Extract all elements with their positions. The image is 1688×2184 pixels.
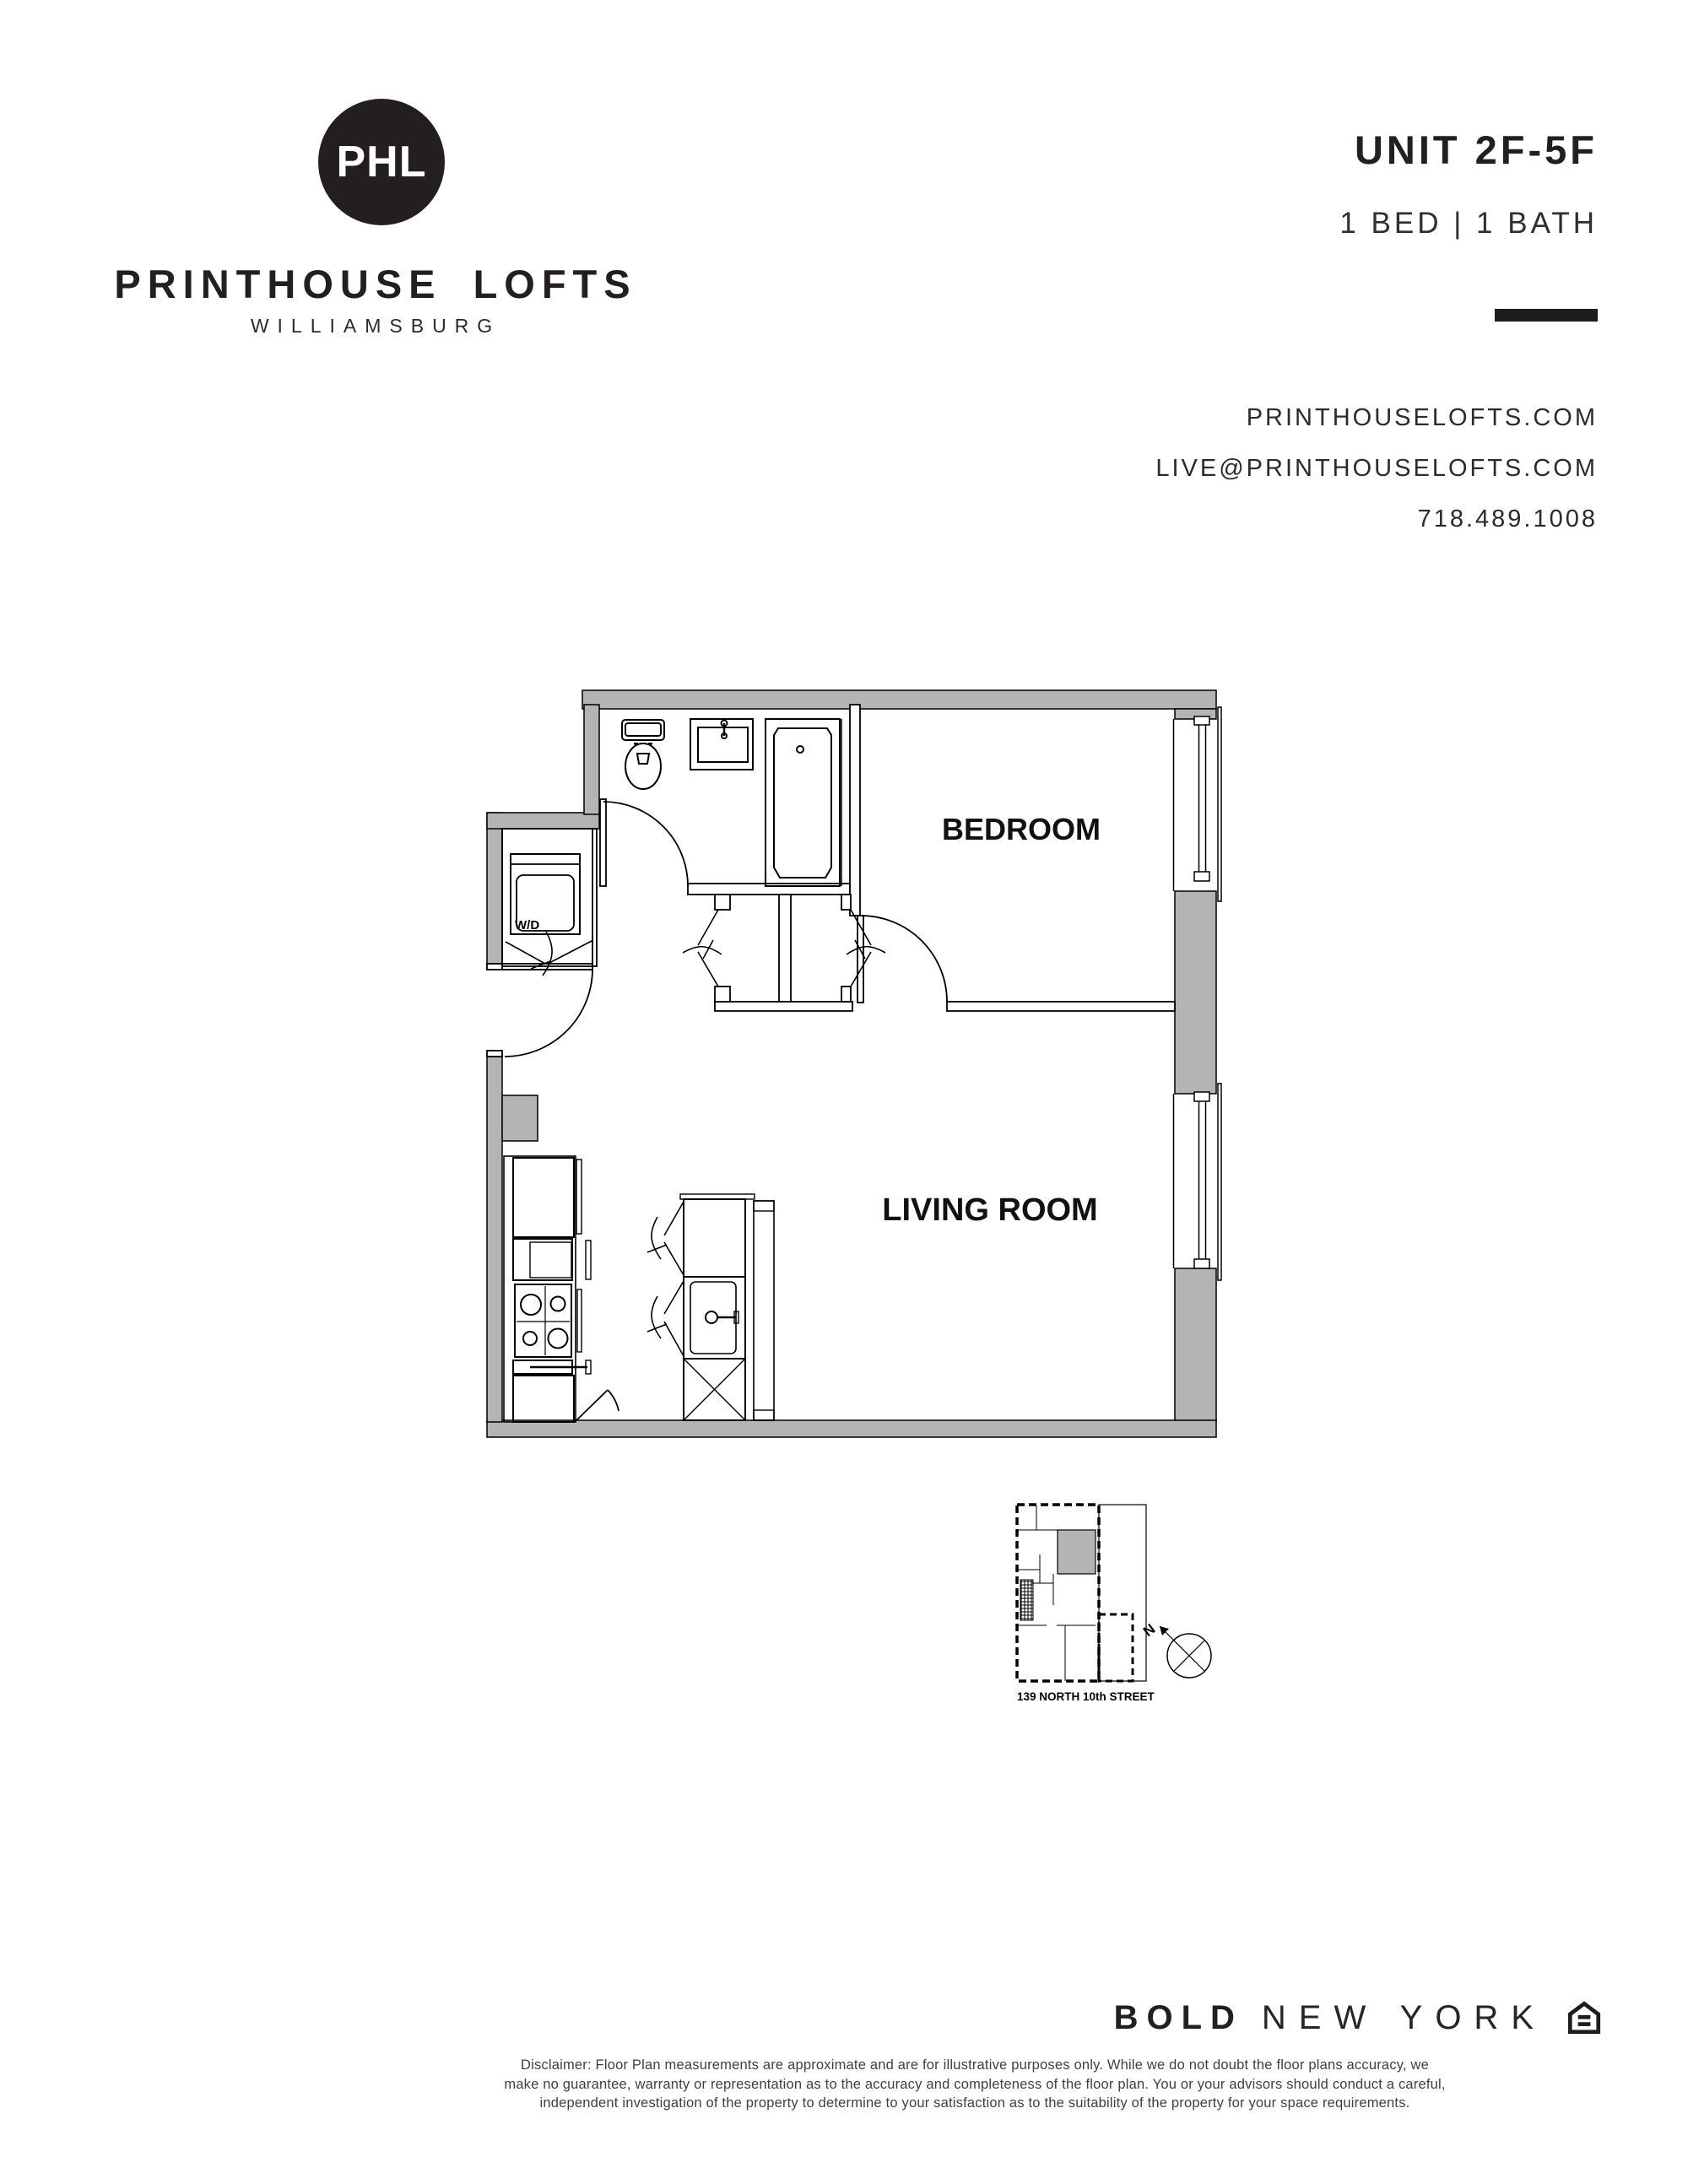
bathtub — [766, 719, 841, 886]
stairs-hatch — [1020, 1580, 1033, 1620]
unit-title: UNIT 2F-5F — [1354, 127, 1598, 172]
contact-block — [844, 392, 1598, 544]
key-plan-building — [1017, 1505, 1146, 1681]
unit-specs: 1 BED | 1 BATH — [1339, 206, 1598, 240]
kitchen-island — [680, 1194, 774, 1420]
compass-icon — [1160, 1626, 1211, 1678]
kitchen-counter — [504, 1156, 591, 1422]
phl-logo-monogram: PHL — [336, 138, 427, 187]
bathroom-sink — [690, 719, 753, 770]
toilet — [622, 720, 664, 789]
disclaimer-line-2: make no guarantee, warranty or representation as to the accuracy and completeness of the floor plan. You or your advisors should conduct a careful, — [504, 2076, 1446, 2092]
disclaimer — [329, 2056, 1620, 2113]
bifold-doors — [506, 910, 885, 1356]
disclaimer-line-1: Disclaimer: Floor Plan measurements are approximate and are for illustrative purposes only. While we do not doubt the floor plans accuracy, we — [520, 2057, 1430, 2073]
bold-new-york-house-icon — [1565, 2000, 1604, 2035]
brand-location: WILLIAMSBURG — [250, 315, 501, 337]
brokerage-brand — [844, 2000, 1604, 2035]
contact-website: PRINTHOUSELOFTS.COM — [1246, 404, 1598, 432]
divider-rule — [1495, 309, 1598, 322]
brokerage-bold: BOLD — [1113, 1999, 1243, 2036]
floor-plan — [464, 671, 1232, 1451]
washer-dryer-label: W/D — [515, 918, 540, 933]
brand-name: PRINTHOUSE LOFTS — [114, 262, 637, 306]
disclaimer-line-3: independent investigation of the property to determine to your satisfaction as to the suitability of the property for your space requirements. — [539, 2095, 1410, 2111]
bedroom-label: BEDROOM — [942, 812, 1101, 846]
unit-highlight — [1058, 1530, 1096, 1574]
brokerage-rest: NEW YORK — [1261, 1999, 1546, 2036]
key-plan-address: 139 NORTH 10th STREET — [1017, 1690, 1155, 1703]
compass-north-label: N — [1139, 1620, 1159, 1641]
key-plan — [1004, 1494, 1232, 1713]
contact-phone: 718.489.1008 — [1417, 505, 1598, 533]
unit-header — [844, 0, 1598, 544]
living-room-label: LIVING ROOM — [882, 1192, 1098, 1228]
contact-email: LIVE@PRINTHOUSELOFTS.COM — [1155, 455, 1598, 483]
phl-logo — [318, 99, 445, 225]
